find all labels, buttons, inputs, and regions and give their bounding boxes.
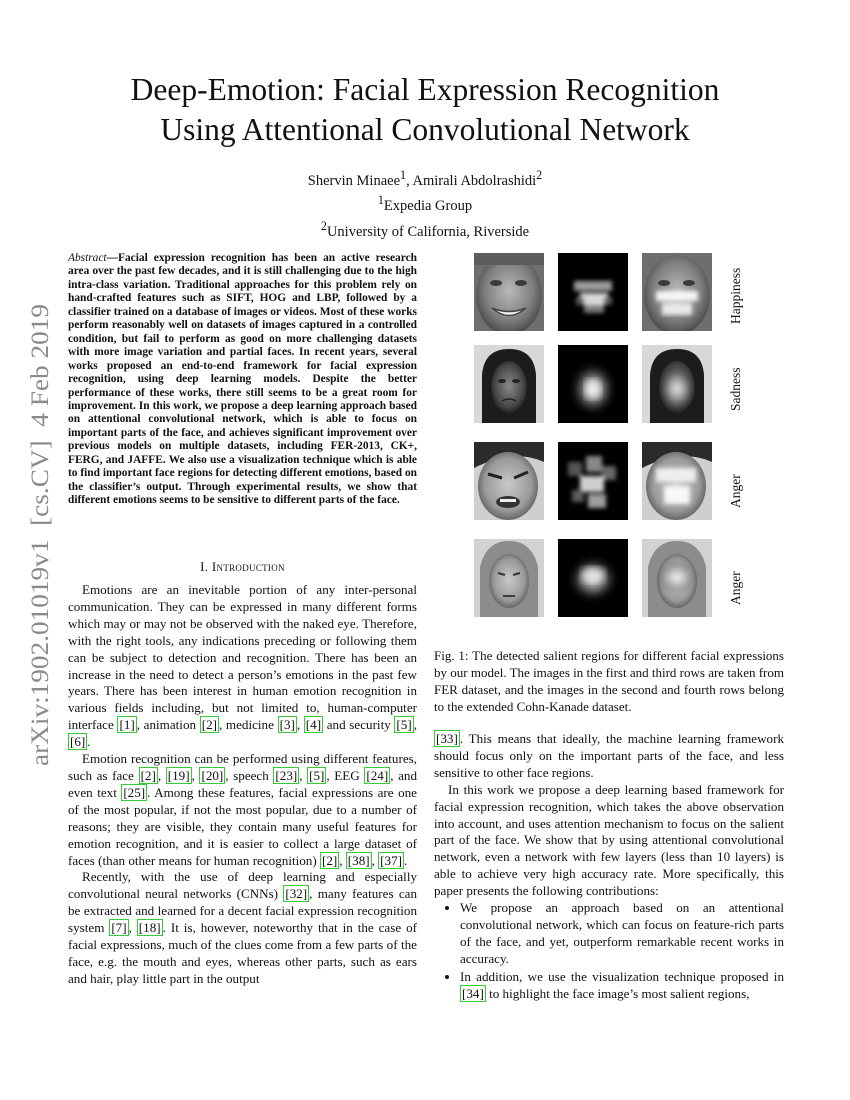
citation-link[interactable]: [37] [380, 852, 402, 868]
attention-map-anger-1 [558, 442, 628, 520]
author-block [150, 166, 700, 242]
intro-paragraph-2: Emotion recognition can be performed using different features, such as face [2] , [19] , [20] , speech [23] , [5] , EEG [24] , and even text [25] . Among these features, facial expressions are one of the most popular, if not the most popular, due to a number of reasons; they are visible, they contain many useful features for emotion recognition, and it is easier to collect a large dataset of faces (than other means for human recognition) [2] , [38] , [37] . [68, 751, 418, 868]
face-image-sadness [474, 345, 544, 423]
face-image-anger-1 [474, 442, 544, 520]
citation-link[interactable]: [4] [305, 717, 322, 733]
citation-link[interactable]: [6] [70, 734, 86, 750]
title-line-2: Using Attentional Convolutional Network [160, 112, 690, 147]
citation-link[interactable]: [5] [396, 717, 412, 733]
citation-link[interactable]: [23] [275, 767, 298, 783]
intro-text [68, 582, 417, 988]
arxiv-stamp [16, 300, 58, 770]
author-names [150, 166, 700, 191]
author-1-sup: 1 [400, 168, 407, 182]
row-label-anger-1 [716, 442, 752, 520]
overlay-anger-2 [642, 539, 712, 617]
citation-link[interactable]: [25] [123, 784, 146, 800]
citation-link[interactable]: [19] [167, 767, 190, 783]
citation-link[interactable]: [38] [347, 852, 370, 868]
figure-caption: Fig. 1: The detected salient regions for different facial expressions by our model. The images in the first and third rows are taken from FER dataset, and the images in the second and fourth rows belong to the extended Cohn-Kanade dataset. [434, 648, 784, 714]
citation-link[interactable]: [24] [366, 767, 389, 783]
author-1: Shervin Minaee [307, 172, 401, 189]
citation-link[interactable]: [7] [111, 920, 127, 936]
contribution-list [434, 900, 784, 1002]
section-heading [68, 559, 417, 576]
citation-link[interactable]: [33] [436, 731, 458, 746]
citation-link[interactable]: [2] [201, 717, 217, 733]
intro-paragraph-3: Recently, with the use of deep learning and especially convolutional neural networks (CNNs) [32] , many features can be extracted and learned for a decent facial expression recognition system [7] , [18] . It is, however, noteworthy that in the case of facial expressions, much of the clues come from a few parts of the face, e.g. the mouth and eyes, whereas other parts, such as ears and hair, play little part in the output [68, 869, 418, 986]
paper-title [70, 70, 780, 150]
list-item: • In addition, we use the visualization technique proposed in [34] to highlight the face image’s most salient regions, [460, 969, 784, 1003]
row-label-sadness [716, 345, 752, 423]
citation-link[interactable]: [2] [321, 852, 338, 868]
attention-map-anger-2 [558, 539, 628, 617]
figure-1 [474, 253, 774, 605]
author-2: Amirali Abdolrashidi [412, 172, 537, 189]
abstract-dash: — [106, 252, 118, 264]
citation-link[interactable]: [5] [309, 767, 325, 783]
affiliation-2: $^2$University of California, Riverside [320, 218, 530, 240]
section-number: I. [200, 559, 209, 574]
affiliation-1: $^1$Expedia Group [377, 193, 473, 215]
overlay-sadness [642, 345, 712, 423]
face-image-happiness [474, 253, 544, 331]
overlay-anger-1 [642, 442, 712, 520]
row-label-text: Sadness [728, 367, 743, 411]
citation-link[interactable]: [18] [138, 920, 161, 936]
citation-link[interactable]: [2] [140, 767, 156, 783]
row-label-text: Happiness [728, 267, 743, 324]
abstract-text: Facial expression recognition has been an active research area over the past few decades, and it is still challenging due to the high intra-class variation. Traditional approaches for this problem rely on hand-crafted features such as SIFT, HOG and LBP, followed by a classifier trained on a database of images or videos. Most of these works perform reasonably well on datasets of images captured in a controlled condition, but fail to perform as good on more challenging datasets with more image variation and partial faces. In recent years, several works proposed an end-to-end framework for facial expression recognition, using deep learning models. Despite the better performance of these works, there still seems to be a great room for improvement. In this work, we propose a deep learning approach based on attentional convolutional network, which is able to focus on important parts of the face, and achieves significant improvement over previous models on multiple datasets, including FER-2013, CK+, FERG, and JAFFE. We also use a visualization technique which is able to find important face regions for detecting different emotions, based on the classifier’s output. Through experimental results, we show that different emotions seems to be sensitive to different parts of the face. [68, 252, 417, 507]
right-paragraph-2: In this work we propose a deep learning based framework for facial expression recognition, which takes the above observation into account, and uses attention mechanism to focus on the salient part of the face. We show that by using attentional convolutional network, even a network with few layers (less than 10 layers) is able to achieve very high accuracy rate. More specifically, this paper presents the following contributions: [434, 781, 784, 899]
title-line-1: Deep-Emotion: Facial Expression Recognition [130, 72, 720, 107]
attention-map-sadness [558, 345, 628, 423]
attention-map-happiness [558, 253, 628, 331]
right-column-text [434, 731, 784, 1004]
author-separator: , [406, 172, 413, 189]
row-label-text: Anger [728, 571, 743, 605]
right-paragraph-1: [33] . This means that ideally, the machine learning framework should focus only on the important parts of the face, and less sensitive to other face regions. [434, 731, 784, 780]
citation-link[interactable]: [20] [201, 767, 224, 783]
author-2-sup: 2 [536, 168, 543, 182]
abstract-label: Abstract [68, 252, 107, 264]
abstract [68, 252, 417, 508]
row-label-happiness [716, 253, 752, 331]
face-image-anger-2 [474, 539, 544, 617]
row-label-text: Anger [728, 474, 743, 508]
list-item: • We propose an approach based on an attentional convolutional network, which can focus on feature-rich parts of the face, and yet, outperform remarkable recent works in accuracy. [460, 900, 784, 968]
citation-link[interactable]: [34] [462, 985, 484, 1001]
arxiv-stamp-text: arXiv:1902.01019v1 [cs.CV] 4 Feb 2019 [25, 333, 54, 766]
section-title: Introduction [211, 559, 285, 574]
row-label-anger-2 [716, 539, 752, 617]
citation-link[interactable]: [1] [119, 717, 135, 733]
overlay-happiness [642, 253, 712, 331]
citation-link[interactable]: [32] [285, 886, 308, 902]
citation-link[interactable]: [3] [279, 717, 295, 733]
intro-paragraph-1: Emotions are an inevitable portion of any inter-personal communication. They can be expressed in many different forms which may or may not be observed with the naked eye. Therefore, with the right tools, any indications preceding or following them can be subject to detection and recognition. There has been an increase in the need to detect a person’s emotions in the past few years. There has been interest in human emotion recognition in various fields including, but not limited to, human-computer interface [1] , animation [2] , medicine [3] , [4] and security [5] , [6] . [68, 582, 417, 750]
